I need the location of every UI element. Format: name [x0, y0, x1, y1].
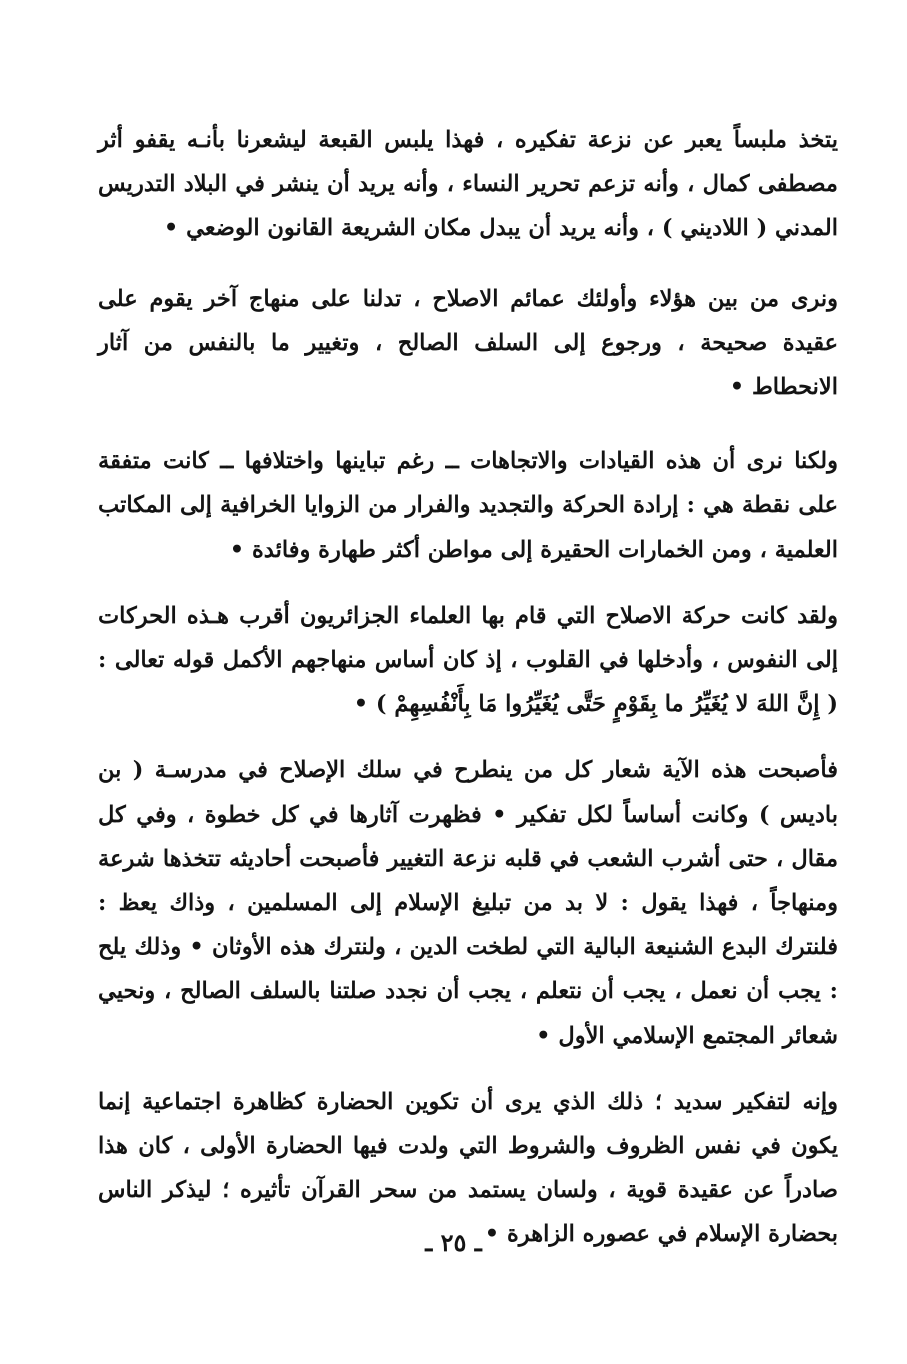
page-body: [98, 118, 838, 1257]
paragraph-4: ولقد كانت حركة الاصلاح التي قام بها العلماء الجزائريون أقرب هـذه الحركات إلى النفوس ، وأدخلها في القلوب ، إذ كان أساس منهاجهم الأكمل قوله تعالى : ( إِنَّ اللهَ لا يُغَيِّرُ ما بِقَوْمٍ حَتَّى يُغَيِّرُوا مَا بِأَنْفُسِهِمْ ) •: [98, 602, 838, 718]
paragraph-5: فأصبحت هذه الآية شعار كل من ينطرح في سلك الإصلاح في مدرسـة ( بن باديس ) وكانت أساساً لكل تفكير • فظهرت آثارها في كل خطوة ، وفي كل مقال ، حتى أشرب الشعب في قلبه نزعة التغيير فأصبحت أحاديثه تتخذها شرعة ومنهاجاً ، فهذا يقول : لا بد من تبليغ الإسلام إلى المسلمين ، وذاك يعظ : فلنترك البدع الشنيعة البالية التي لطخت الدين ، ولنترك هذه الأوثان • وذلك يلح : يجب أن نعمل ، يجب أن نتعلم ، يجب أن نجدد صلتنا بالسلف الصالح ، ونحيي شعائر المجتمع الإسلامي الأول •: [98, 757, 838, 1049]
paragraph-6: وإنه لتفكير سديد ؛ ذلك الذي يرى أن تكوين الحضارة كظاهرة اجتماعية إنما يكون في نفس الظروف والشروط التي ولدت فيها الحضارة الأولى ، كان هذا صادراً عن عقيدة قوية ، ولسان يستمد من سحر القرآن تأثيره ؛ ليذكر الناس بحضارة الإسلام في عصوره الزاهرة •: [98, 1088, 838, 1248]
page-number: ـ ٢٥ ـ: [425, 1228, 482, 1257]
paragraph-2: ونرى من بين هؤلاء وأولئك عمائم الاصلاح ، تدلنا على منهاج آخر يقوم على عقيدة صحيحة ، ورجوع إلى السلف الصالح ، وتغيير ما بالنفس من آثار الانحطاط •: [98, 285, 838, 401]
paragraph-1: يتخذ ملبساً يعبر عن نزعة تفكيره ، فهذا يلبس القبعة ليشعرنا بأنـه يقفو أثر مصطفى كمال ، وأنه تزعم تحرير النساء ، وأنه يريد أن ينشر في البلاد التدريس المدني ( اللاديني ) ، وأنه يريد أن يبدل مكان الشريعة القانون الوضعي •: [98, 127, 838, 242]
paragraph-3: ولكنا نرى أن هذه القيادات والاتجاهات ــ رغم تباينها واختلافها ــ كانت متفقة على نقطة هي : إرادة الحركة والتجديد والفرار من الزوايا الخرافية إلى المكاتب العلمية ، ومن الخمارات الحقيرة إلى مواطن أكثر طهارة وفائدة •: [98, 448, 838, 563]
